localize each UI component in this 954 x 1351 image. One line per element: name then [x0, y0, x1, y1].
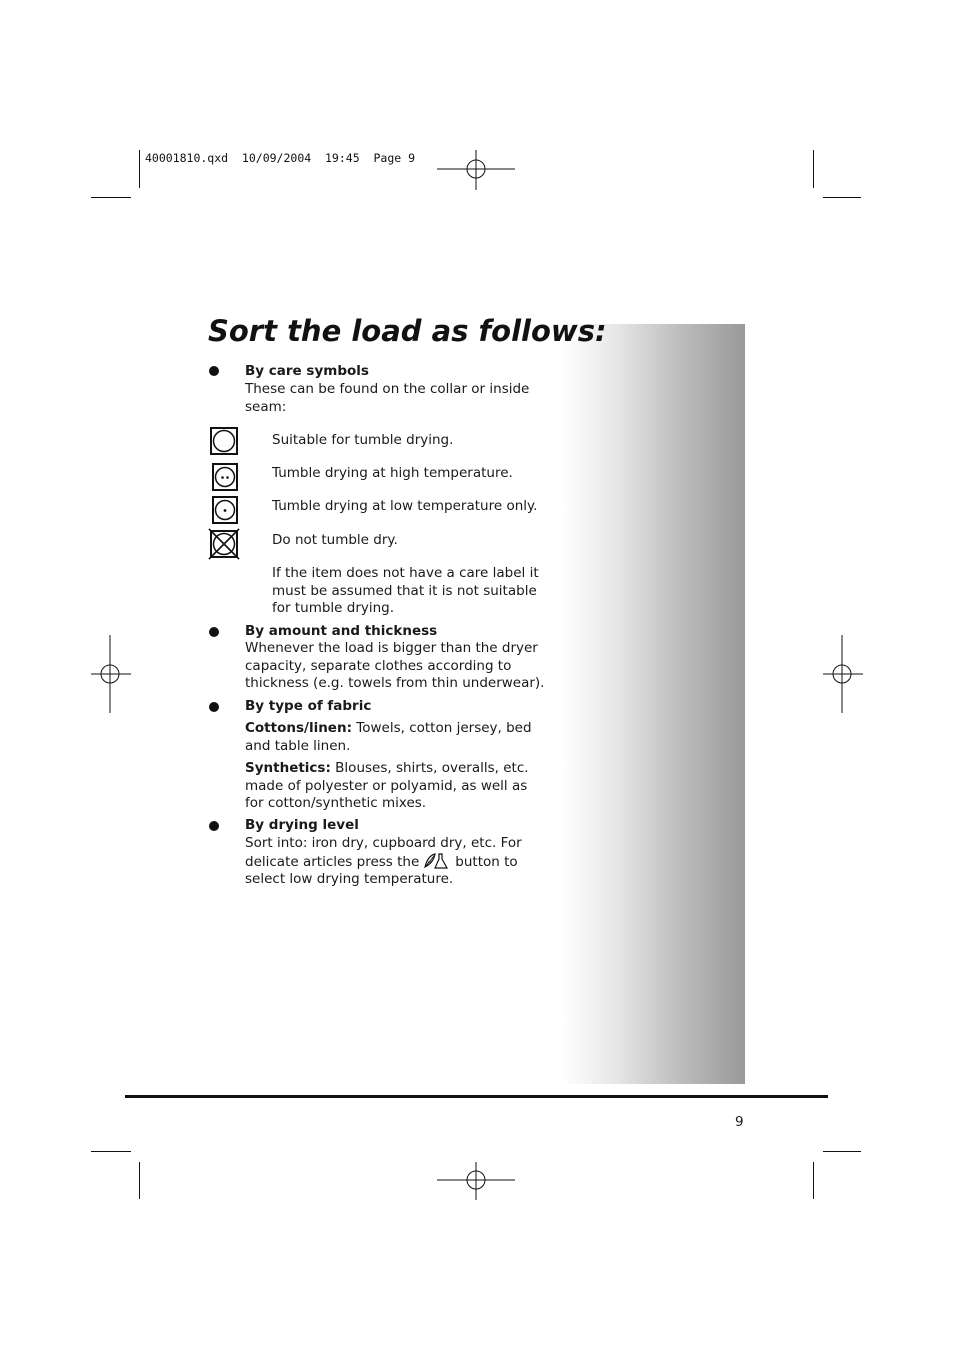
drying-paragraph — [245, 835, 545, 889]
page-number: 9 — [735, 1114, 744, 1130]
synthetics-label: Synthetics: — [245, 760, 331, 776]
crop-mark — [139, 150, 140, 188]
crop-mark — [91, 1151, 131, 1152]
care-symbol-label: Tumble drying at high temperature. — [272, 465, 513, 481]
amount-text: Whenever the load is bigger than the dryer capacity, separate clothes according to thickness (e.g. towels from thin underwear). — [245, 640, 545, 692]
side-gradient-panel — [562, 324, 745, 1084]
cottons-text: Towels, cotton jersey, bed and table linen. — [245, 720, 532, 754]
delicate-button-icon — [423, 853, 449, 869]
crop-mark — [91, 197, 131, 198]
synthetics-paragraph — [245, 760, 545, 813]
care-symbols-text: These can be found on the collar or inside seam: — [245, 381, 530, 415]
bullet — [209, 821, 219, 831]
print-slug: 40001810.qxd 10/09/2004 19:45 Page 9 — [145, 151, 416, 165]
crop-mark — [813, 1162, 814, 1199]
care-symbol-label: Do not tumble dry. — [272, 532, 398, 548]
page-title: Sort the load as follows: — [208, 314, 607, 348]
bullet — [209, 702, 219, 712]
care-symbol-label: Tumble drying at low temperature only. — [272, 498, 538, 514]
cottons-paragraph — [245, 720, 555, 755]
registration-mark-icon — [823, 635, 863, 713]
tumble-dry-high-icon — [212, 463, 238, 491]
drying-heading: By drying level — [245, 817, 359, 833]
care-symbol-label: Suitable for tumble drying. — [272, 432, 454, 448]
cottons-label: Cottons/linen: — [245, 720, 352, 736]
drying-text-after: button to select low drying temperature. — [245, 853, 518, 888]
crop-mark — [823, 197, 861, 198]
registration-mark-icon — [91, 635, 131, 713]
synthetics-text: Blouses, shirts, overalls, etc. made of polyester or polyamid, as well as for cotton/synthetic mixes. — [245, 760, 529, 812]
fabric-heading: By type of fabric — [245, 698, 372, 714]
care-label-note: If the item does not have a care label it must be assumed that it is not suitable for tumble drying. — [272, 565, 539, 617]
bullet — [209, 366, 219, 376]
tumble-dry-low-icon — [212, 496, 238, 524]
drying-text-before: Sort into: iron dry, cupboard dry, etc. For delicate articles press the — [245, 835, 522, 870]
registration-mark-icon — [437, 150, 515, 190]
crop-mark — [813, 150, 814, 188]
tumble-dry-icon — [210, 427, 238, 455]
crop-mark — [139, 1162, 140, 1199]
registration-mark-icon — [437, 1162, 515, 1200]
footer-rule — [125, 1095, 828, 1098]
bullet — [209, 627, 219, 637]
do-not-tumble-dry-icon — [208, 528, 240, 560]
crop-mark — [823, 1151, 861, 1152]
amount-heading: By amount and thickness — [245, 623, 438, 639]
care-symbols-heading: By care symbols — [245, 363, 369, 379]
